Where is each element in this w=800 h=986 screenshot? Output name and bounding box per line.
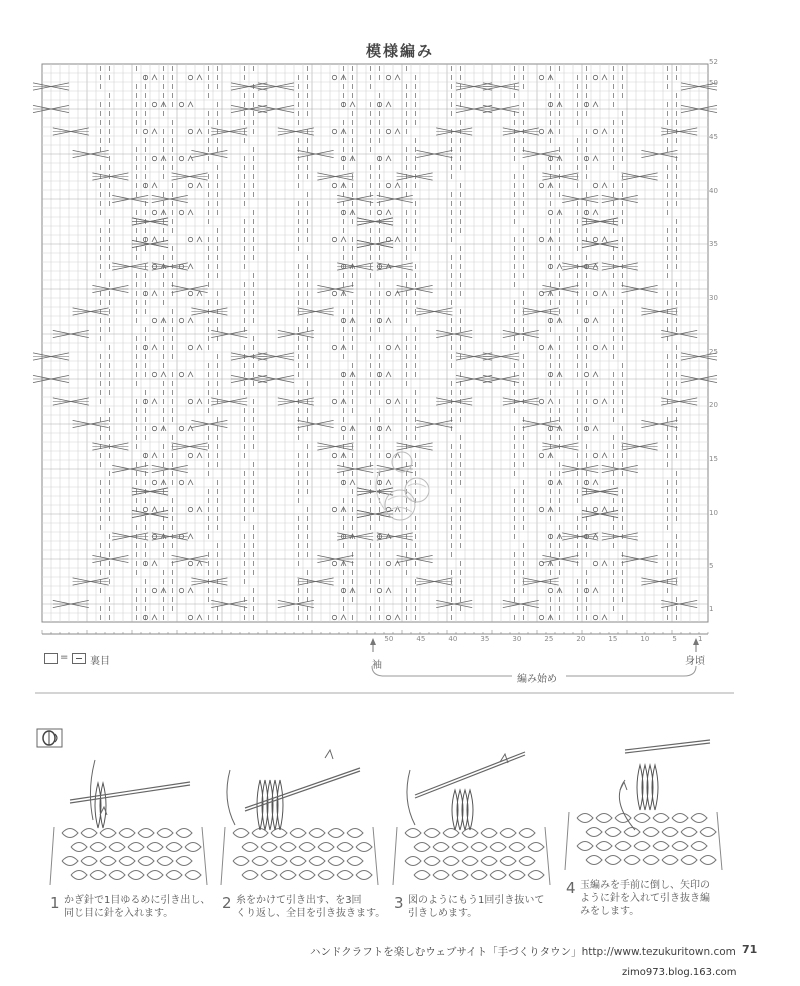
row-number: 1 bbox=[709, 605, 714, 614]
watermark: zimo973.blog.163.com bbox=[622, 967, 737, 978]
step-text-line: 同じ目に針を入れます。 bbox=[64, 908, 174, 919]
row-number: 5 bbox=[709, 562, 714, 571]
knit-fabric-illustration bbox=[50, 827, 207, 885]
row-number: 25 bbox=[709, 347, 718, 356]
body-label: 身頃 bbox=[685, 656, 705, 667]
step-3 bbox=[394, 893, 545, 919]
footer-website-text: ハンドクラフトを楽しむウェブサイト「手づくりタウン」http://www.tezukuritown.com bbox=[310, 946, 736, 958]
stitch-number: 50 bbox=[384, 635, 394, 643]
step-text-line: 玉編みを手前に倒し、矢印の bbox=[580, 880, 710, 891]
row-number: 35 bbox=[709, 240, 718, 249]
step-4 bbox=[566, 878, 710, 917]
row-number: 40 bbox=[709, 186, 718, 195]
row-number: 20 bbox=[709, 401, 718, 410]
stitch-number: 20 bbox=[576, 635, 586, 643]
bobble-stitch-symbol-icon bbox=[37, 729, 62, 747]
crochet-step-diagrams bbox=[50, 740, 722, 885]
stitch-number: 40 bbox=[448, 635, 458, 643]
stitch-number: 45 bbox=[416, 635, 426, 643]
step-text-line: 糸をかけて引き出す、を3回 bbox=[236, 895, 362, 906]
step-number: 3 bbox=[394, 894, 404, 912]
chart-title: 模様編み bbox=[365, 42, 434, 60]
stitch-number: 1 bbox=[698, 635, 703, 643]
knit-fabric-illustration bbox=[221, 827, 378, 885]
row-number: 30 bbox=[709, 294, 718, 303]
step-text-line: くり返し、全目を引き抜きます。 bbox=[236, 908, 386, 919]
knit-fabric-illustration bbox=[565, 812, 722, 870]
legend-equals: = bbox=[60, 652, 69, 663]
step-1 bbox=[50, 893, 211, 919]
row-number: 45 bbox=[709, 133, 718, 142]
stitch-number: 10 bbox=[640, 635, 650, 643]
step-number: 1 bbox=[50, 894, 60, 912]
page-number: 71 bbox=[742, 943, 758, 956]
crochet-hook-icon bbox=[70, 782, 190, 803]
stitch-number: 25 bbox=[544, 635, 554, 643]
stitch-number: 35 bbox=[480, 635, 490, 643]
start-label: 編み始め bbox=[517, 674, 557, 685]
legend-empty-box bbox=[44, 653, 58, 664]
step-text-line: かぎ針で1目ゆるめに引き出し、 bbox=[64, 895, 211, 906]
row-number: 52 bbox=[709, 58, 718, 66]
step-text-line: ように針を入れて引き抜き編 bbox=[580, 893, 710, 904]
yarn-loops bbox=[637, 765, 658, 810]
step-text-line: みをします。 bbox=[580, 906, 640, 917]
step-number: 4 bbox=[566, 879, 576, 897]
row-number: 10 bbox=[709, 508, 718, 517]
step-text-line: 図のようにもう1回引き抜いて bbox=[408, 895, 545, 906]
legend-purl-label: 裏目 bbox=[90, 656, 110, 667]
step-text-line: 引きしめます。 bbox=[408, 908, 478, 919]
step-number: 2 bbox=[222, 894, 232, 912]
stitch-number: 30 bbox=[512, 635, 522, 643]
yarn-loops bbox=[95, 783, 106, 828]
chart-grid bbox=[42, 64, 708, 622]
knit-fabric-illustration bbox=[393, 827, 550, 885]
stitch-number: 5 bbox=[672, 635, 677, 643]
stitch-number: 15 bbox=[608, 635, 618, 643]
stitch-axis bbox=[42, 630, 708, 634]
yarn-loops bbox=[452, 790, 473, 830]
step-2 bbox=[222, 893, 386, 919]
row-number: 15 bbox=[709, 455, 718, 464]
sleeve-label: 袖 bbox=[372, 660, 382, 671]
legend-purl-box bbox=[72, 653, 86, 664]
row-number: 50 bbox=[709, 79, 718, 88]
crochet-hook-icon bbox=[625, 740, 710, 753]
